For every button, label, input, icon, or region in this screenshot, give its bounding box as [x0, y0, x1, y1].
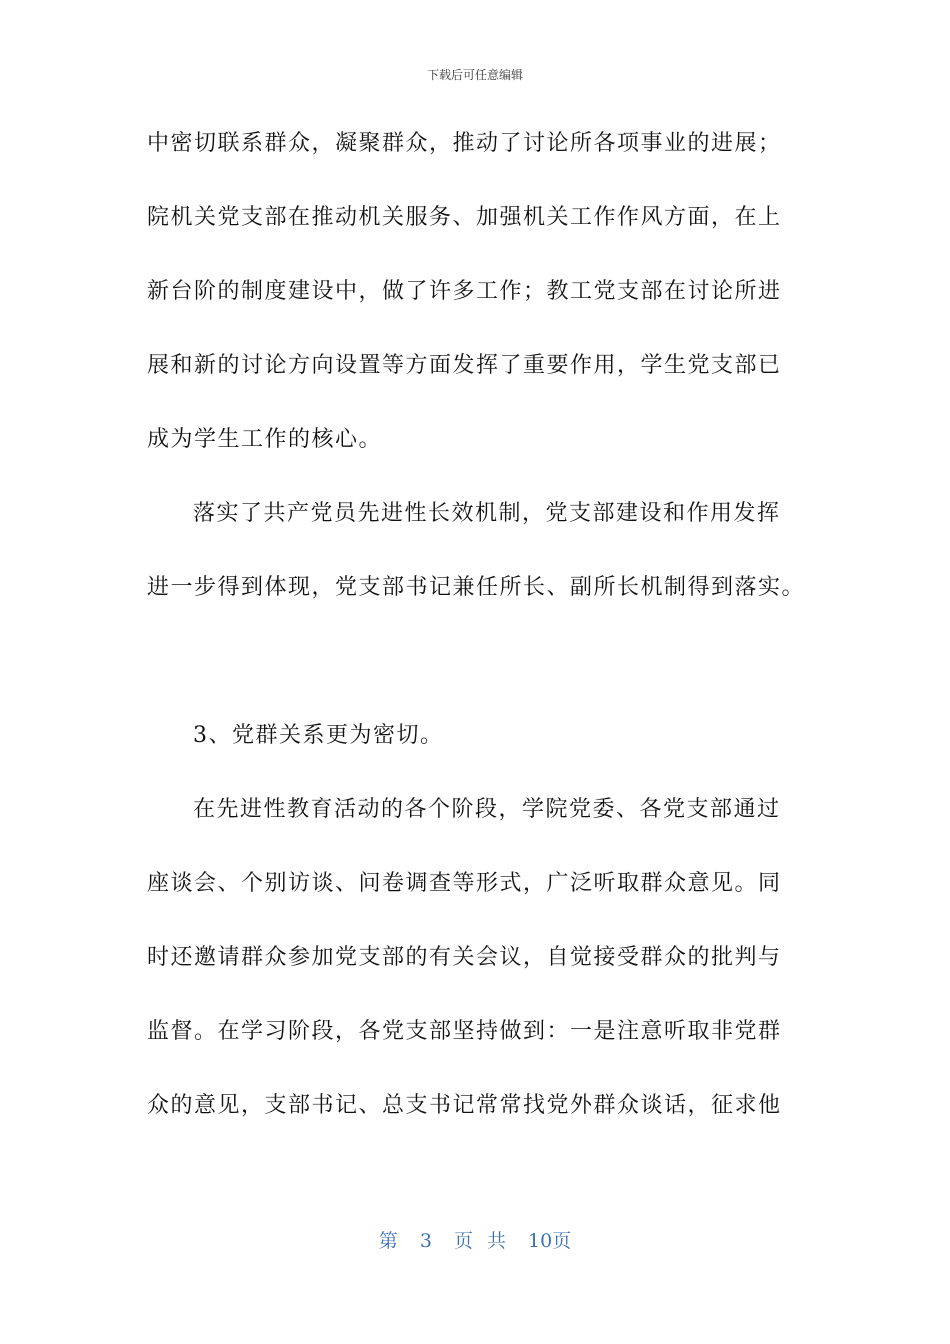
- text-line: 进一步得到体现，党支部书记兼任所长、副所长机制得到落实。: [147, 575, 806, 600]
- text-line: 众的意见，支部书记、总支书记常常找党外群众谈话，征求他: [147, 1093, 782, 1118]
- footer-prefix: 第: [378, 1230, 398, 1252]
- document-body: [147, 128, 807, 1164]
- section-heading: 3、党群关系更为密切。: [193, 723, 444, 748]
- total-pages: 10页: [528, 1230, 572, 1252]
- text-line: 监督。在学习阶段，各党支部坚持做到：一是注意听取非党群: [147, 1019, 782, 1044]
- text-line: 院机关党支部在推动机关服务、加强机关工作作风方面，在上: [147, 205, 782, 230]
- text-line: 在先进性教育活动的各个阶段，学院党委、各党支部通过: [193, 797, 781, 822]
- footer-middle: 页 共: [453, 1230, 506, 1252]
- page-number-footer: [0, 1226, 950, 1253]
- page-header: 下载后可任意编辑: [426, 68, 523, 82]
- text-line: 中密切联系群众，凝聚群众，推动了讨论所各项事业的进展；: [147, 131, 782, 156]
- paragraph-spacer: [147, 646, 807, 720]
- text-line: 新台阶的制度建设中，做了许多工作；教工党支部在讨论所进: [147, 279, 782, 304]
- text-line: 成为学生工作的核心。: [147, 427, 383, 452]
- text-line: 座谈会、个别访谈、问卷调查等形式，广泛听取群众意见。同: [147, 871, 782, 896]
- text-line: 展和新的讨论方向设置等方面发挥了重要作用，学生党支部已: [147, 353, 782, 378]
- current-page-number: 3: [419, 1230, 432, 1252]
- text-line: 时还邀请群众参加党支部的有关会议，自觉接受群众的批判与: [147, 945, 782, 970]
- text-line: 落实了共产党员先进性长效机制，党支部建设和作用发挥: [193, 501, 781, 526]
